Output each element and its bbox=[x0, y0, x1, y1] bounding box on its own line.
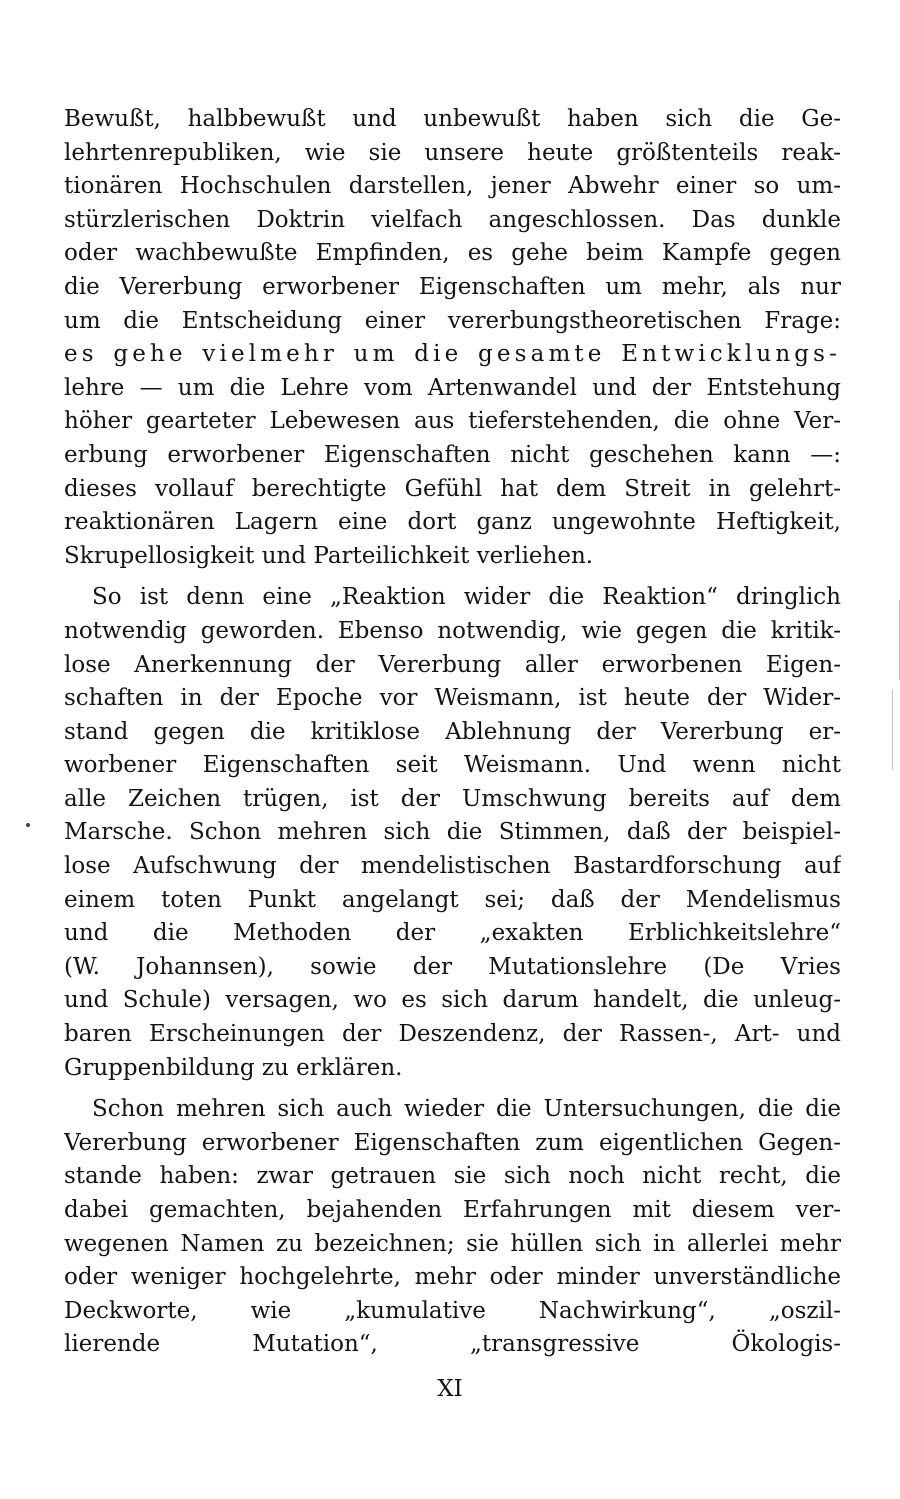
text-line: tionären Hochschulen darstellen, jener Abwehr einer so um- bbox=[64, 173, 841, 200]
text-line: (W. Johannsen), sowie der Mutationslehre (De Vries bbox=[64, 953, 841, 980]
text-line: schaften in der Epoche vor Weismann, ist heute der Wider- bbox=[64, 685, 841, 712]
text-line: Marsche. Schon mehren sich die Stimmen, daß der beispiel- bbox=[64, 819, 841, 846]
text-line: lierende Mutation“, „transgressive Ökologis- bbox=[64, 1331, 841, 1358]
text-line: notwendig geworden. Ebenso notwendig, wie gegen die kritik- bbox=[64, 617, 841, 644]
text-line: alle Zeichen trügen, ist der Umschwung bereits auf dem bbox=[64, 785, 841, 812]
text-line: und die Methoden der „exakten Erblichkeitslehre“ bbox=[64, 920, 841, 947]
text-line: dabei gemachten, bejahenden Erfahrungen mit diesem ver- bbox=[64, 1197, 841, 1223]
text-line: Schon mehren sich auch wieder die Untersuchungen, die die bbox=[92, 1096, 841, 1123]
text-line: oder wachbewußte Empfinden, es gehe beim Kampfe gegen bbox=[64, 240, 841, 267]
text-line: die Vererbung erworbener Eigenschaften um mehr, als nur bbox=[64, 273, 841, 300]
paragraph-3 bbox=[64, 1093, 841, 1362]
page-body bbox=[64, 103, 841, 1362]
text-line: baren Erscheinungen der Deszendenz, der Rassen-, Art- und bbox=[64, 1021, 841, 1048]
text-line: stand gegen die kritiklose Ablehnung der Vererbung er- bbox=[64, 718, 841, 745]
text-line: und Schule) versagen, wo es sich darum handelt, die unleug- bbox=[64, 987, 841, 1014]
text-line: stande haben: zwar getrauen sie sich noch nicht recht, die bbox=[64, 1163, 841, 1190]
text-line: höher gearteter Lebewesen aus tieferstehenden, die ohne Ver- bbox=[64, 408, 841, 435]
text-line: worbener Eigenschaften seit Weismann. Und wenn nicht bbox=[64, 752, 841, 779]
text-line: Vererbung erworbener Eigenschaften zum eigentlichen Gegen- bbox=[64, 1129, 841, 1156]
text-line: lehrtenrepubliken, wie sie unsere heute größtenteils reak- bbox=[64, 139, 841, 166]
text-line: lose Aufschwung der mendelistischen Bastardforschung auf bbox=[64, 853, 841, 880]
margin-speck bbox=[26, 823, 30, 827]
text-line: lehre — um die Lehre vom Artenwandel und der Entstehung bbox=[64, 374, 841, 401]
text-line: stürzlerischen Doktrin vielfach angeschlossen. Das dunkle bbox=[64, 206, 841, 233]
text-line: Bewußt, halbbewußt und unbewußt haben sich die Ge- bbox=[64, 106, 841, 132]
text-line: es gehe vielmehr um die gesamte Entwicklungs- bbox=[64, 341, 841, 368]
text-line: So ist denn eine „Reaktion wider die Reaktion“ dringlich bbox=[92, 584, 841, 611]
text-line: oder weniger hochgelehrte, mehr oder minder unverständliche bbox=[64, 1264, 841, 1291]
text-line: Skrupellosigkeit und Parteilichkeit verliehen. bbox=[64, 542, 594, 569]
paragraph-1 bbox=[64, 103, 841, 573]
text-line: Gruppenbildung zu erklären. bbox=[64, 1054, 403, 1081]
text-line: um die Entscheidung einer vererbungstheoretischen Frage: bbox=[64, 307, 841, 334]
text-line: erbung erworbener Eigenschaften nicht geschehen kann —: bbox=[64, 441, 841, 468]
text-line: wegenen Namen zu bezeichnen; sie hüllen sich in allerlei mehr bbox=[64, 1230, 841, 1257]
page-number: XI bbox=[437, 1376, 463, 1402]
text-line: dieses vollauf berechtigte Gefühl hat dem Streit in gelehrt- bbox=[64, 475, 841, 502]
text-line: einem toten Punkt angelangt sei; daß der Mendelismus bbox=[64, 886, 841, 913]
paragraph-2 bbox=[64, 581, 841, 1085]
text-line: lose Anerkennung der Vererbung aller erworbenen Eigen- bbox=[64, 651, 841, 678]
margin-mark bbox=[892, 690, 893, 770]
text-line: reaktionären Lagern eine dort ganz ungewohnte Heftigkeit, bbox=[64, 509, 841, 536]
text-line: Deckworte, wie „kumulative Nachwirkung“, „oszil- bbox=[64, 1297, 841, 1324]
